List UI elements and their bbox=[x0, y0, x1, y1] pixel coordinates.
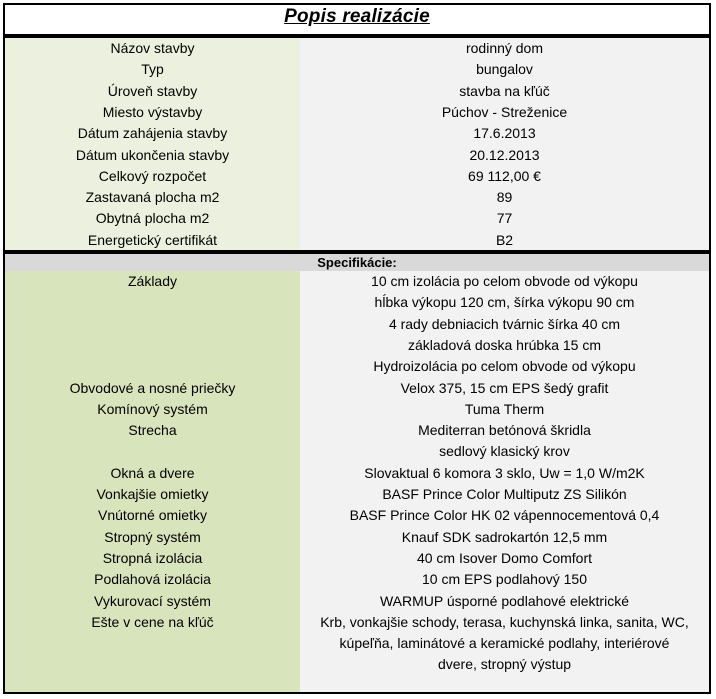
table-row bbox=[5, 166, 709, 187]
row-value: Slovaktual 6 komora 3 sklo, Uw = 1,0 W/m2K bbox=[364, 464, 645, 481]
table-row bbox=[5, 38, 709, 59]
table-row bbox=[5, 271, 709, 292]
row-value: Hydroizolácia po celom obvode od výkopu bbox=[373, 358, 636, 375]
row-value: Knauf SDK sadrokartón 12,5 mm bbox=[401, 528, 608, 545]
row-value: 20.12.2013 bbox=[469, 146, 540, 163]
row-label: Komínový systém bbox=[97, 400, 208, 417]
title-row bbox=[5, 5, 709, 34]
table-row bbox=[5, 548, 709, 569]
row-value: Púchov - Streženice bbox=[441, 103, 568, 120]
table-row bbox=[5, 654, 709, 675]
row-value: 4 rady debniacich tvárnic šírka 40 cm bbox=[388, 315, 621, 332]
row-value: Velox 375, 15 cm EPS šedý grafit bbox=[400, 379, 609, 396]
row-value: Mediterran betónová škridla bbox=[418, 422, 591, 439]
table-row bbox=[5, 102, 709, 123]
specifications-header: Specifikácie: bbox=[5, 254, 709, 271]
row-value: stavba na kľúč bbox=[459, 82, 550, 99]
row-label: Typ bbox=[141, 61, 164, 78]
row-label: Vonkajšie omietky bbox=[96, 486, 209, 502]
row-label: Vnútorné omietky bbox=[98, 507, 207, 524]
row-label: Stropná izolácia bbox=[102, 549, 203, 566]
table-row bbox=[5, 441, 709, 462]
table-row bbox=[5, 314, 709, 335]
row-label: Dátum zahájenia stavby bbox=[77, 125, 228, 142]
row-label: Obvodové a nosné priečky bbox=[69, 379, 236, 396]
table-row bbox=[5, 123, 709, 144]
table-row bbox=[5, 59, 709, 80]
basic-info-table bbox=[5, 38, 709, 251]
specifications-table bbox=[5, 271, 709, 692]
table-row bbox=[5, 81, 709, 102]
table-row bbox=[5, 569, 709, 590]
row-value: Tuma Therm bbox=[464, 400, 545, 417]
row-label: Strecha bbox=[128, 422, 177, 439]
row-value: hĺbka výkopu 120 cm, šírka výkopu 90 cm bbox=[374, 294, 635, 311]
sheet-title: Popis realizácie bbox=[284, 6, 430, 27]
row-value: rodinný dom bbox=[465, 40, 544, 56]
row-label: Názov stavby bbox=[110, 40, 195, 56]
row-value: BASF Prince Color Multiputz ZS Silikón bbox=[382, 486, 627, 502]
table-row bbox=[5, 527, 709, 548]
row-value: 10 cm izolácia po celom obvode od výkopu bbox=[371, 273, 638, 289]
row-value: základová doska hrúbka 15 cm bbox=[408, 336, 601, 353]
table-row bbox=[5, 292, 709, 313]
row-value: Krb, vonkajšie schody, terasa, kuchynská linka, sanita, WC, bbox=[320, 613, 689, 630]
row-value: BASF Prince Color HK 02 vápennocementová 0,4 bbox=[349, 507, 660, 524]
row-label: Ešte v cene na kľúč bbox=[91, 613, 214, 630]
table-row bbox=[5, 463, 709, 484]
table-row bbox=[5, 145, 709, 166]
row-label: Zastavaná plocha m2 bbox=[85, 189, 220, 206]
row-label: Úroveň stavby bbox=[107, 82, 198, 99]
row-value: WARMUP úsporné podlahové elektrické bbox=[379, 592, 629, 609]
row-label: Vykurovací systém bbox=[94, 592, 211, 609]
table-row bbox=[5, 356, 709, 377]
table-row bbox=[5, 335, 709, 356]
project-description-sheet bbox=[3, 3, 711, 694]
row-value: dvere, stropný výstup bbox=[437, 656, 572, 673]
row-value: 77 bbox=[496, 210, 513, 227]
table-row bbox=[5, 484, 709, 505]
table-row bbox=[5, 399, 709, 420]
row-label: Podlahová izolácia bbox=[94, 571, 211, 588]
table-row bbox=[5, 633, 709, 654]
row-label: Miesto výstavby bbox=[102, 103, 203, 120]
row-label: Dátum ukončenia stavby bbox=[75, 146, 230, 163]
row-value: 69 112,00 € bbox=[468, 167, 541, 184]
table-row bbox=[5, 420, 709, 441]
row-value: sedlový klasický krov bbox=[439, 443, 570, 460]
row-value: 17.6.2013 bbox=[473, 125, 536, 142]
row-label: Obytná plocha m2 bbox=[95, 210, 210, 227]
row-value: B2 bbox=[495, 231, 514, 248]
table-row bbox=[5, 208, 709, 229]
row-value: bungalov bbox=[476, 61, 533, 78]
row-label: Stropný systém bbox=[104, 528, 201, 545]
row-value: kúpeľňa, laminátové a keramické podlahy, interiérové bbox=[339, 635, 670, 652]
row-label: Základy bbox=[127, 273, 178, 289]
row-label: Okná a dvere bbox=[110, 464, 195, 481]
table-row bbox=[5, 187, 709, 208]
row-value: 10 cm EPS podlahový 150 bbox=[422, 571, 587, 588]
row-value: 40 cm Isover Domo Comfort bbox=[416, 549, 593, 566]
table-row bbox=[5, 378, 709, 399]
row-label: Energetický certifikát bbox=[87, 231, 218, 248]
table-row bbox=[5, 591, 709, 612]
row-label: Celkový rozpočet bbox=[98, 167, 207, 184]
table-row bbox=[5, 612, 709, 633]
table-row bbox=[5, 230, 709, 251]
row-value: 89 bbox=[496, 189, 513, 206]
table-row bbox=[5, 505, 709, 526]
